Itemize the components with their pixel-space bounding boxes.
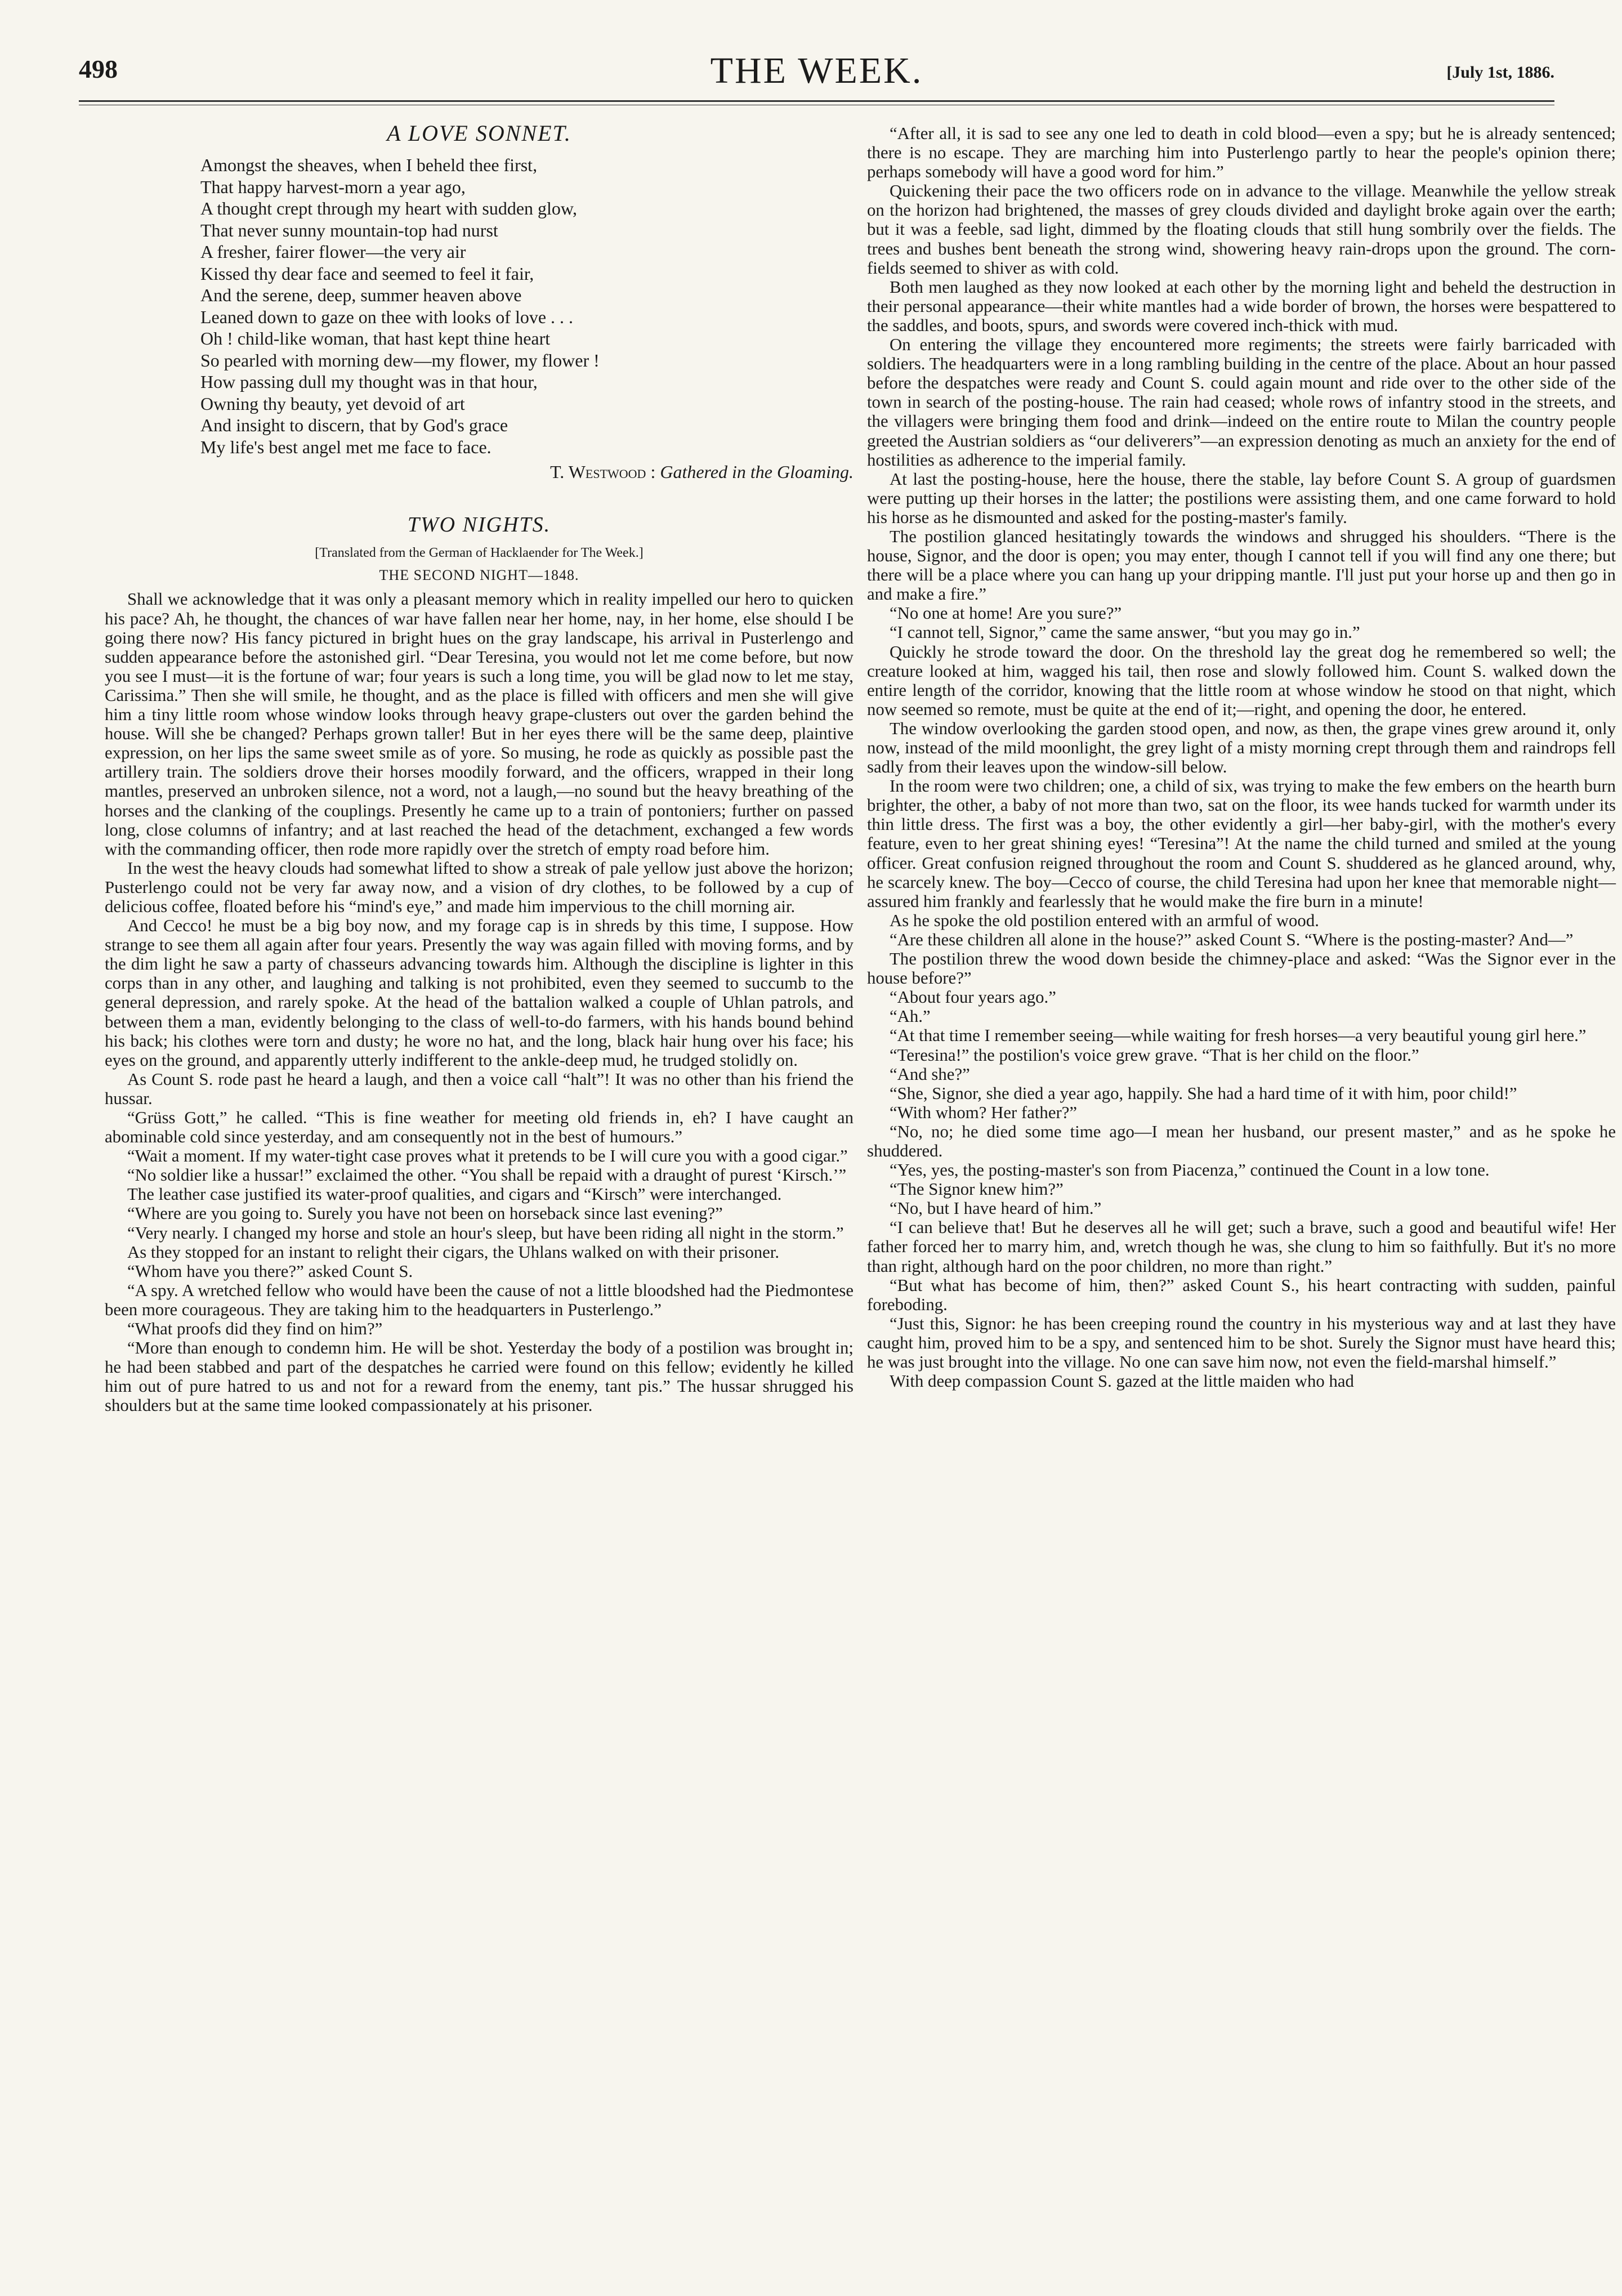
story-paragraph: Shall we acknowledge that it was only a pleasant memory which in reality impelled our hero to quicken his pace? Ah, he thought, the chances of war have fallen near her home, nay, in her home, else should I be going there now? His fancy pictured in bright hues on the gray landscape, his arrival in Pusterlengo and sudden appearance before the astonished girl. “Dear Teresina, you would not let me come before, but now you see I must—it is the fortune of war; four years is such a long time, you will be glad now to let me stay, Carissima.” Then she will smile, he thought, and as the place is filled with officers and men she will give him a tiny little room whose window looks through heavy grape-clusters out over the garden behind the house. Will she be changed? Perhaps grown taller! But in her eyes there will be the same deep, plaintive expression, on her lips the same sweet smile as of yore. So musing, he rode as quickly as possible past the artillery train. The soldiers drove their horses moodily forward, and the officers, wrapped in their long mantles, preserved an unbroken silence, not a word, not a laugh,—no sound but the heavy breathing of the horses and the clanking of the couplings. Presently he came up to a train of pontoniers; further on passed long, close columns of infantry; and at last reached the head of the detachment, exchanged a few words with the commanding officer, then rode more rapidly over the stretch of empty road before him. xyxy=(105,589,854,859)
story-paragraph: “Whom have you there?” asked Count S. xyxy=(127,1261,413,1281)
poem-title: A LOVE SONNET. xyxy=(387,120,571,146)
poem-line: My life's best angel met me face to face. xyxy=(200,436,491,457)
story-paragraph: The postilion threw the wood down beside the chimney-place and asked: “Was the Signor ever in the house before?” xyxy=(867,949,1616,988)
poem-attribution xyxy=(105,462,854,481)
story-paragraph: “And she?” xyxy=(890,1064,970,1084)
story-paragraph: And Cecco! he must be a big boy now, and my forage cap is in shreds by this time, I suppose. How strange to see them all again after four years. Presently the way was again filled with moving forms, and by the dim light he saw a party of chasseurs advancing towards him. Although the discipline is lighter in this corps than in any other, and laughing and talking is not prohibited, even they seemed to succumb to the general depression, and rarely spoke. At the head of the battalion walked a couple of Uhlan patrols, and between them a man, evidently belonging to the class of well-to-do farmers, with his hands bound behind his back; his clothes were torn and dusty; he wore no hat, and the long, black hair hung over his face; his eyes on the ground, and apparently utterly indifferent to the ankle-deep mud, he trudged stolidly on. xyxy=(105,916,854,1070)
page-header xyxy=(79,50,1554,100)
story-paragraph: “No, no; he died some time ago—I mean her husband, our present master,” and as he spoke he shuddered. xyxy=(867,1122,1616,1160)
story-paragraph: The postilion glanced hesitatingly towards the windows and shrugged his shoulders. “There is the house, Signor, and the door is open; you may enter, though I cannot tell if you will find any one there; but there will be a place where you can hang up your dripping mantle. I'll just put your horse up and then go in and make a fire.” xyxy=(867,526,1616,604)
story-paragraph: “The Signor knew him?” xyxy=(890,1180,1064,1199)
story-paragraph: “A spy. A wretched fellow who would have been the cause of not a little bloodshed had the Piedmontese been more courageous. They are taking him to the headquarters in Pusterlengo.” xyxy=(105,1280,854,1319)
story-paragraph: In the room were two children; one, a child of six, was trying to make the few embers on the hearth burn brighter, the other, a baby of not more than two, sat on the floor, its wee hands tucked for warmth under its thin little dress. The first was a boy, the other evidently a girl—her baby-girl, with the mother's every feature, even to her great shining eyes! “Teresina”! At the name the child turned and smiled at the young officer. Great confusion reigned throughout the room and Count S. shuddered as he glanced around, why, he scarcely knew. The boy—Cecco of course, the child Teresina had upon her knee that memorable night—assured him frankly and fearlessly that he would make the fire burn in a minute! xyxy=(867,776,1616,911)
story-paragraph: “She, Signor, she died a year ago, happily. She had a hard time of it with him, poor child!” xyxy=(890,1083,1517,1103)
story-paragraph: “Just this, Signor: he has been creeping round the country in his mysterious way and at last they have caught him, proved him to be a spy, and sentenced him to be shot. Surely the Signor must have heard this; he was just brought into the village. No one can save him now, not even the field-marshal himself.” xyxy=(867,1314,1616,1372)
story-paragraph: “Very nearly. I changed my horse and stole an hour's sleep, but have been riding all night in the storm.” xyxy=(127,1223,844,1243)
poem-line: A fresher, fairer flower—the very air xyxy=(200,242,466,262)
issue-date: [July 1st, 1886. xyxy=(1446,63,1554,82)
left-column xyxy=(105,120,854,1415)
poem-line: How passing dull my thought was in that hour, xyxy=(200,372,538,392)
poem-line: That happy harvest-morn a year ago, xyxy=(200,176,466,197)
poem-source: Gathered in the Gloaming. xyxy=(660,462,854,483)
poem-line: Oh ! child-like woman, that hast kept thine heart xyxy=(200,328,551,349)
story-paragraph: On entering the village they encountered more regiments; the streets were fairly barricaded with soldiers. The headquarters were in a long rambling building in the centre of the place. About an hour passed before the despatches were ready and Count S. could again mount and ride over to the other side of the town in search of the posting-house. The rain had ceased; whole rows of infantry stood in the streets, and the villagers were bringing them food and drink—indeed on the entire route to Milan the country people greeted the Austrian soldiers as “our deliverers”—an expression denoting as much an anxiety for the end of hostilities as adherence to the imperial family. xyxy=(867,335,1616,470)
poem-body xyxy=(200,154,854,458)
poem-line: Kissed thy dear face and seemed to feel it fair, xyxy=(200,263,534,284)
story-paragraph: “Are these children all alone in the house?” asked Count S. “Where is the posting-master? And—” xyxy=(890,930,1574,949)
story-paragraph: “No one at home! Are you sure?” xyxy=(890,604,1122,623)
story-paragraph: “After all, it is sad to see any one led to death in cold blood—even a spy; but he is already sentenced; there is no escape. They are marching him into Pusterlengo partly to hear the people's opinion there; perhaps somebody will have a good word for him.” xyxy=(867,124,1616,182)
poem-line: Owning thy beauty, yet devoid of art xyxy=(200,393,465,414)
story-paragraph: The window overlooking the garden stood open, and now, as then, the grape vines grew around it, only now, instead of the mild moonlight, the grey light of a misty morning crept through them and raindrops fell sadly from their leaves upon the window-sill below. xyxy=(867,718,1616,777)
poem-line: Amongst the sheaves, when I beheld thee first, xyxy=(200,155,538,176)
header-rule xyxy=(79,100,1554,102)
poem-line: And the serene, deep, summer heaven above xyxy=(200,285,522,306)
right-column xyxy=(867,124,1616,1391)
section-heading: THE SECOND NIGHT—1848. xyxy=(379,567,579,584)
left-column-text xyxy=(105,589,854,1415)
story-paragraph: “No soldier like a hussar!” exclaimed the other. “You shall be repaid with a draught of purest ‘Kirsch.’” xyxy=(127,1165,847,1185)
story-paragraph: “I cannot tell, Signor,” came the same answer, “but you may go in.” xyxy=(890,623,1360,642)
story-paragraph: The leather case justified its water-proof qualities, and cigars and “Kirsch” were interchanged. xyxy=(127,1185,782,1204)
story-paragraph: “About four years ago.” xyxy=(890,988,1056,1007)
story-paragraph: “Grüss Gott,” he called. “This is fine weather for meeting old friends in, eh? I have caught an abominable cold since yesterday, and am consequently not in the best of humours.” xyxy=(105,1108,854,1147)
poem-line: So pearled with morning dew—my flower, my flower ! xyxy=(200,350,600,370)
poem-line: And insight to discern, that by God's grace xyxy=(200,415,508,436)
right-column-text xyxy=(867,124,1616,1391)
story-paragraph: As he spoke the old postilion entered with an armful of wood. xyxy=(890,910,1319,930)
story-paragraph: “But what has become of him, then?” asked Count S., his heart contracting with sudden, painful foreboding. xyxy=(867,1275,1616,1314)
story-paragraph: “Teresina!” the postilion's voice grew grave. “That is her child on the floor.” xyxy=(890,1045,1419,1065)
story-paragraph: Quickening their pace the two officers rode on in advance to the village. Meanwhile the yellow streak on the horizon had brightened, the masses of grey clouds divided and daylight broke again over the earth; but it was a feeble, sad light, dimmed by the floating clouds that still hung sombrily over the fields. The trees and bushes bent beneath the strong wind, showering heavy rain-drops upon the ground. The corn-fields seemed to shiver as with cold. xyxy=(867,181,1616,278)
story-paragraph: “Ah.” xyxy=(890,1007,931,1026)
story-paragraph: At last the posting-house, here the house, there the stable, lay before Count S. A group of guardsmen were putting up their horses in the latter; the postilions were assisting them, and one came forward to hold his horse as he dismounted and asked for the posting-master's family. xyxy=(867,469,1616,527)
poem-line: That never sunny mountain-top had nurst xyxy=(200,220,498,240)
story-paragraph: In the west the heavy clouds had somewhat lifted to show a streak of pale yellow just above the horizon; Pusterlengo could not be very far away now, and a vision of dry clothes, to be followed by a cup of delicious coffee, floated before his “mind's eye,” and made him impervious to the chill morning air. xyxy=(105,858,854,916)
story-paragraph: “Where are you going to. Surely you have not been on horseback since last evening?” xyxy=(127,1204,723,1223)
story-paragraph: “At that time I remember seeing—while waiting for fresh horses—a very beautiful young girl here.” xyxy=(890,1026,1587,1046)
translation-note: [Translated from the German of Hacklaender for The Week.] xyxy=(315,546,644,561)
story-paragraph: “Yes, yes, the posting-master's son from Piacenza,” continued the Count in a low tone. xyxy=(890,1160,1490,1180)
story-paragraph: “Wait a moment. If my water-tight case proves what it pretends to be I will cure you with a good cigar.” xyxy=(127,1146,848,1166)
poem-author: T. Westwood : xyxy=(550,462,656,483)
poem-line: Leaned down to gaze on thee with looks of love . . . xyxy=(200,306,574,327)
story-paragraph: “No, but I have heard of him.” xyxy=(890,1199,1102,1218)
story-paragraph: “What proofs did they find on him?” xyxy=(127,1319,383,1339)
page-number: 498 xyxy=(79,55,118,83)
masthead-title: THE WEEK. xyxy=(710,50,923,91)
story-paragraph: Quickly he strode toward the door. On the threshold lay the great dog he remembered so well; the creature looked at him, wagged his tail, then rose and slowly followed him. Count S. walked down the entire length of the corridor, knowing that the little room at whose window he stood on that night, which now seemed so remote, must be quite at the end of it;—right, and opening the door, he entered. xyxy=(867,642,1616,719)
story-paragraph: As they stopped for an instant to relight their cigars, the Uhlans walked on with their prisoner. xyxy=(127,1242,780,1262)
poem-line: A thought crept through my heart with sudden glow, xyxy=(200,198,577,219)
story-paragraph: “More than enough to condemn him. He will be shot. Yesterday the body of a postilion was brought in; he had been stabbed and part of the despatches he carried were found on this fellow; evidently he killed him out of pure hatred to us and not for a reward from the enemy, tant pis.” The hussar shrugged his shoulders but at the same time looked compassionately at his prisoner. xyxy=(105,1338,854,1415)
story-paragraph: With deep compassion Count S. gazed at the little maiden who had xyxy=(890,1372,1354,1391)
story-paragraph: Both men laughed as they now looked at each other by the morning light and beheld the destruction in their personal appearance—their white mantles had a wide border of brown, the horses were bespattered to the saddles, and boots, spurs, and swords were covered inch-thick with mud. xyxy=(867,277,1616,335)
story-paragraph: “With whom? Her father?” xyxy=(890,1102,1078,1122)
story-paragraph: “I can believe that! But he deserves all he will get; such a brave, such a good and beautiful wife! Her father forced her to marry him, and, wretch though he was, she clung to him so faithfully. But it's no more than right, although hard on the poor children, no more than right.” xyxy=(867,1218,1616,1276)
story-paragraph: As Count S. rode past he heard a laugh, and then a voice call “halt”! It was no other than his friend the hussar. xyxy=(105,1069,854,1108)
story-title: TWO NIGHTS. xyxy=(407,513,551,537)
